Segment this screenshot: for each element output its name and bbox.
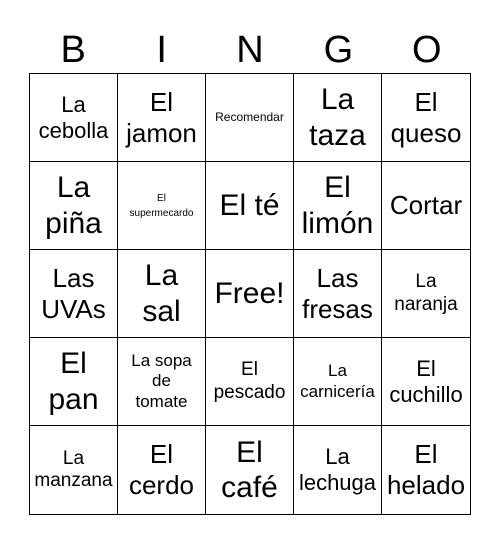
cell-text bbox=[387, 439, 465, 500]
bingo-cell[interactable] bbox=[118, 250, 206, 338]
cell-line: La bbox=[328, 361, 347, 381]
bingo-cell[interactable] bbox=[294, 250, 382, 338]
cell-line: La bbox=[56, 171, 91, 205]
cell-line: cebolla bbox=[38, 117, 109, 143]
bingo-cell[interactable] bbox=[206, 426, 294, 514]
cell-line: lechuga bbox=[298, 470, 377, 495]
bingo-board bbox=[29, 73, 471, 515]
cell-text bbox=[221, 435, 278, 506]
cell-text bbox=[302, 263, 373, 324]
cell-line: Recomendar bbox=[215, 110, 284, 125]
cell-line: La sopa bbox=[131, 351, 192, 371]
cell-line: pescado bbox=[213, 381, 286, 403]
cell-line: La bbox=[325, 444, 350, 470]
bingo-cell[interactable] bbox=[382, 74, 470, 162]
header-letter-n: N bbox=[236, 29, 264, 71]
cell-text bbox=[41, 263, 106, 324]
bingo-cell[interactable] bbox=[206, 162, 294, 250]
cell-line: El bbox=[60, 347, 87, 381]
cell-line: cerdo bbox=[128, 470, 195, 500]
cell-text bbox=[39, 92, 109, 144]
cell-text bbox=[299, 444, 376, 496]
cell-line: supermecardo bbox=[129, 207, 194, 219]
cell-line: queso bbox=[390, 117, 462, 148]
bingo-header bbox=[29, 28, 471, 72]
bingo-cell[interactable] bbox=[118, 426, 206, 514]
bingo-cell[interactable] bbox=[30, 426, 118, 514]
bingo-cell[interactable] bbox=[30, 162, 118, 250]
cell-line: UVAs bbox=[41, 293, 106, 324]
cell-text bbox=[48, 346, 98, 417]
cell-line: La bbox=[415, 271, 437, 293]
header-letter-i: I bbox=[156, 29, 167, 71]
free-space-label: Free! bbox=[214, 276, 285, 310]
cell-text bbox=[390, 190, 462, 221]
cell-line: La bbox=[62, 447, 85, 469]
cell-line: fresas bbox=[302, 293, 373, 324]
bingo-cell[interactable] bbox=[294, 74, 382, 162]
cell-text bbox=[219, 188, 279, 223]
bingo-cell[interactable] bbox=[294, 338, 382, 426]
cell-line: carnicería bbox=[300, 381, 375, 401]
cell-text bbox=[394, 271, 457, 316]
cell-text bbox=[300, 361, 375, 401]
cell-text bbox=[215, 110, 284, 124]
bingo-cell[interactable] bbox=[294, 426, 382, 514]
bingo-cell[interactable] bbox=[30, 250, 118, 338]
cell-line: El bbox=[414, 439, 438, 470]
cell-text bbox=[389, 356, 462, 408]
cell-text bbox=[142, 258, 180, 329]
cell-line: limón bbox=[301, 206, 374, 240]
cell-line: Cortar bbox=[389, 190, 463, 221]
cell-line: cuchillo bbox=[389, 381, 463, 407]
cell-line: El bbox=[241, 359, 258, 381]
bingo-cell-free[interactable] bbox=[206, 250, 294, 338]
cell-line: El bbox=[236, 435, 263, 469]
cell-text bbox=[309, 82, 366, 153]
cell-text bbox=[302, 170, 374, 241]
cell-line: piña bbox=[45, 206, 102, 240]
cell-text bbox=[214, 359, 286, 404]
header-letter-o: O bbox=[412, 29, 442, 71]
cell-text bbox=[131, 351, 192, 411]
cell-line: La bbox=[144, 259, 179, 293]
bingo-cell[interactable] bbox=[118, 338, 206, 426]
cell-line: manzana bbox=[34, 470, 113, 491]
cell-text bbox=[34, 448, 112, 493]
cell-text bbox=[391, 87, 462, 148]
cell-line: El bbox=[324, 171, 351, 205]
bingo-cell[interactable] bbox=[294, 162, 382, 250]
cell-line: tomate bbox=[135, 391, 188, 411]
bingo-cell[interactable] bbox=[118, 74, 206, 162]
cell-line: café bbox=[221, 471, 278, 504]
bingo-cell[interactable] bbox=[30, 74, 118, 162]
cell-line: El bbox=[157, 192, 166, 204]
cell-line: helado bbox=[386, 470, 466, 500]
cell-line: El bbox=[149, 86, 174, 117]
bingo-cell[interactable] bbox=[206, 74, 294, 162]
cell-line: naranja bbox=[394, 293, 458, 315]
cell-line: El bbox=[414, 86, 438, 117]
cell-line: La bbox=[61, 91, 86, 117]
bingo-cell[interactable] bbox=[206, 338, 294, 426]
cell-line: Las bbox=[52, 262, 95, 293]
cell-text bbox=[45, 170, 102, 241]
cell-line: sal bbox=[142, 294, 181, 328]
bingo-cell[interactable] bbox=[382, 162, 470, 250]
cell-line: El té bbox=[219, 188, 280, 222]
bingo-cell[interactable] bbox=[382, 426, 470, 514]
header-letter-g: G bbox=[323, 29, 354, 71]
cell-line: pan bbox=[48, 382, 99, 416]
cell-line: El bbox=[149, 439, 174, 470]
cell-text bbox=[129, 439, 194, 500]
cell-line: Las bbox=[316, 262, 359, 293]
bingo-cell[interactable] bbox=[30, 338, 118, 426]
cell-line: El bbox=[416, 355, 436, 381]
bingo-cell[interactable] bbox=[382, 250, 470, 338]
cell-line: taza bbox=[309, 118, 366, 152]
cell-text bbox=[126, 87, 197, 148]
cell-line: La bbox=[320, 83, 355, 117]
bingo-cell[interactable] bbox=[382, 338, 470, 426]
cell-line: de bbox=[152, 371, 171, 391]
header-letter-b: B bbox=[60, 29, 86, 71]
cell-text bbox=[214, 276, 284, 311]
cell-text bbox=[130, 191, 194, 221]
bingo-cell[interactable] bbox=[118, 162, 206, 250]
cell-line: jamon bbox=[126, 117, 197, 148]
